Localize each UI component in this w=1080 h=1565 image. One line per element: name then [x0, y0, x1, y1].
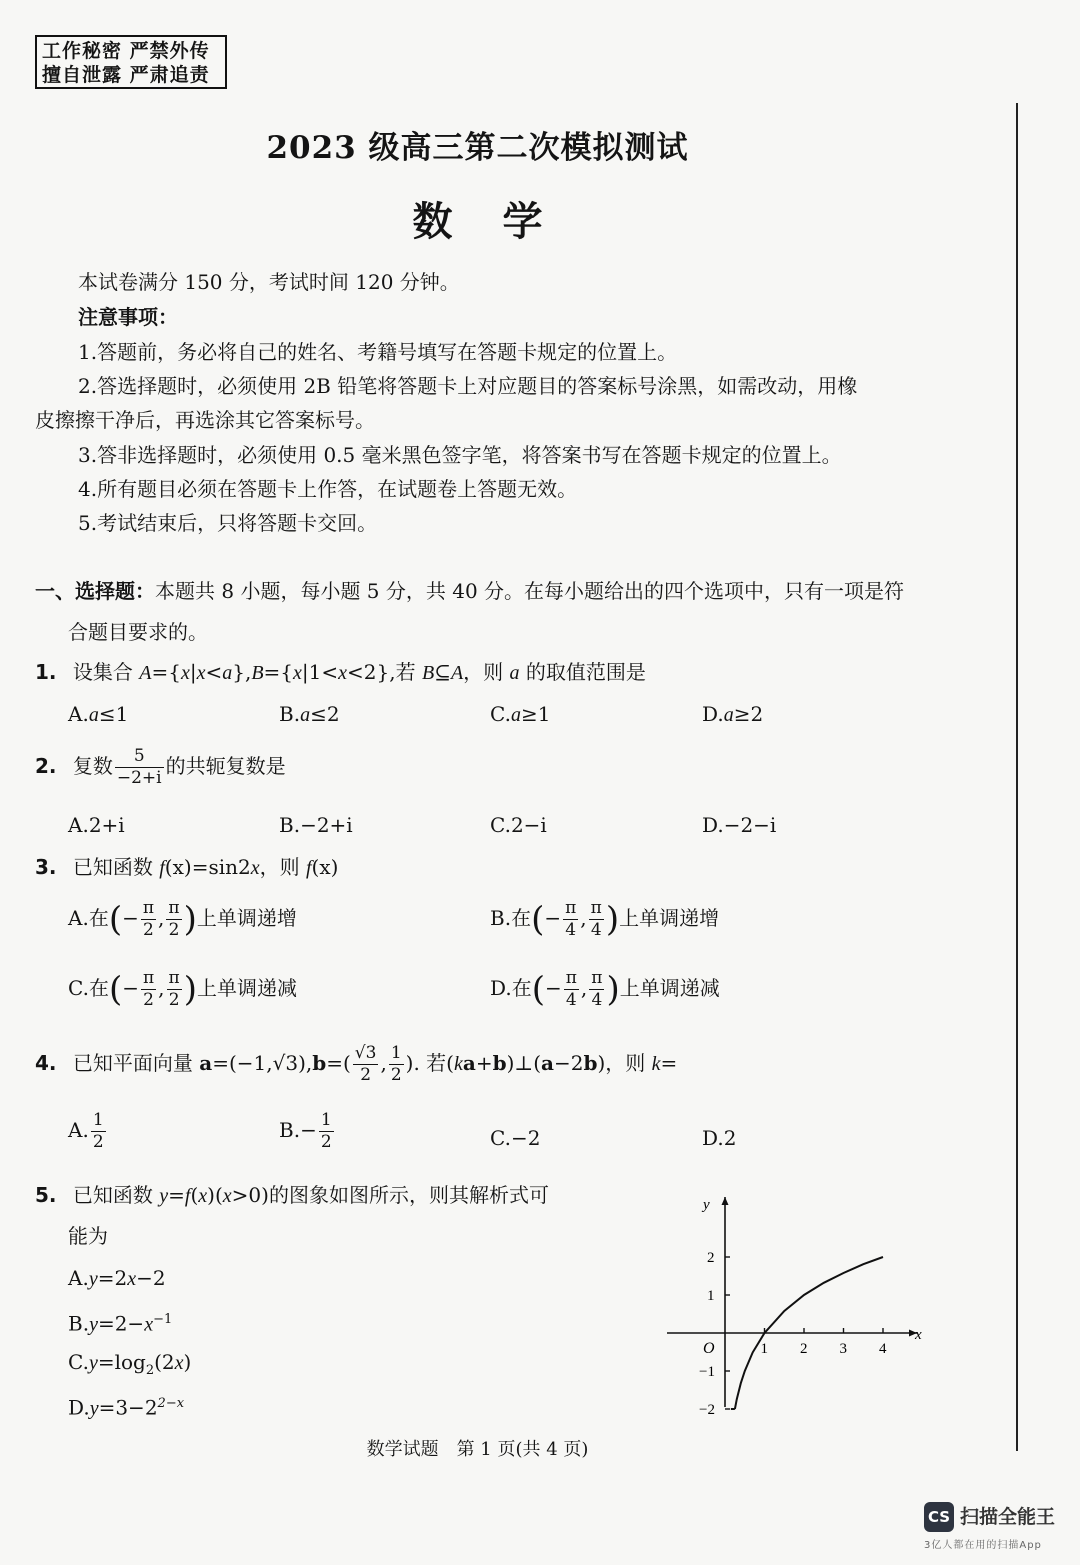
y-tick-label: 1 — [707, 1288, 715, 1304]
option-exponent: −1 — [153, 1312, 173, 1327]
option-text: 在 — [511, 906, 532, 930]
q5-text: )( — [207, 1183, 223, 1207]
comma: , — [580, 976, 588, 1000]
q4-text: =(−1, — [212, 1051, 273, 1075]
fraction-numerator: π — [142, 898, 155, 918]
fraction-numerator: π — [565, 898, 577, 918]
q1-text: 的取值范围是 — [519, 660, 646, 684]
paren: ( — [108, 899, 123, 940]
option-key: A. — [68, 1266, 89, 1290]
option-text: −2+i — [300, 813, 353, 837]
option-text: −2 — [136, 1266, 166, 1290]
q5-text: >0)的图象如图所示，则其解析式可 — [231, 1183, 549, 1207]
note-1: 1.答题前，务必将自己的姓名、考籍号填写在答题卡规定的位置上。 — [78, 340, 678, 364]
paren: ) — [183, 969, 197, 1010]
fraction-denominator: 2 — [143, 920, 154, 940]
x-axis-label: x — [915, 1327, 922, 1343]
question-2 — [35, 748, 286, 787]
option-text: ≤1 — [98, 702, 129, 726]
q1-option-b — [279, 700, 340, 729]
y-tick-label: −1 — [699, 1364, 715, 1380]
fraction-denominator: 4 — [590, 920, 602, 940]
fraction-denominator: 4 — [565, 920, 577, 940]
q2-option-a — [68, 811, 125, 839]
q4-text: −2 — [553, 1051, 584, 1075]
q5-option-b — [68, 1306, 172, 1339]
option-text: =3−2 — [98, 1395, 158, 1420]
fraction — [353, 1045, 379, 1084]
q1-option-a — [68, 700, 128, 729]
option-var: y — [88, 1268, 98, 1290]
q5-text: 已知函数 — [72, 1183, 160, 1207]
fraction-numerator: 1 — [92, 1110, 104, 1130]
q1-var-x: x — [180, 662, 190, 684]
section-1-heading — [35, 577, 904, 605]
q5-var-f: f — [184, 1185, 191, 1207]
option-var: y — [89, 1397, 99, 1420]
fraction-denominator: −2+i — [116, 768, 162, 788]
note-4: 4.所有题目必须在答题卡上作答，在试题卷上答题无效。 — [78, 477, 578, 501]
q5-text-cont: 能为 — [68, 1224, 108, 1248]
fraction-denominator: 2 — [92, 1132, 104, 1152]
fraction — [564, 970, 579, 1009]
minus: − — [544, 976, 562, 1000]
q1-var-x: x — [196, 662, 206, 684]
option-text: 在 — [511, 976, 532, 1000]
option-text: ≥2 — [733, 702, 764, 726]
option-subscript: 2 — [145, 1363, 155, 1378]
function-graph — [655, 1185, 930, 1415]
option-text: 上单调递减 — [619, 976, 720, 1000]
section-1-desc: 本题共 8 小题，每小题 5 分，共 40 分。在每小题给出的四个选项中，只有一项是符 — [155, 579, 905, 603]
q1-subset-sym: ⊆ — [434, 660, 451, 684]
fraction — [389, 1045, 404, 1084]
option-key: A. — [68, 906, 89, 930]
q2-fraction — [115, 748, 164, 787]
q1-var-A: A — [450, 662, 464, 684]
q1-var-a: a — [222, 662, 233, 684]
option-key: A. — [68, 813, 89, 837]
watermark-tagline: 3亿人都在用的扫描App — [924, 1540, 1042, 1551]
fraction — [167, 970, 182, 1009]
q1-number: 1. — [35, 660, 57, 684]
question-5 — [35, 1181, 549, 1210]
option-var: a — [510, 704, 521, 726]
option-text: =2 — [97, 1266, 128, 1290]
q2-option-b — [279, 811, 353, 839]
option-key: C. — [68, 1350, 89, 1374]
q4-sqrt: √3 — [272, 1051, 299, 1075]
q4-vec-a: a — [541, 1051, 554, 1075]
y-tick-label: 2 — [707, 1250, 715, 1266]
q5-text: ( — [190, 1183, 199, 1207]
option-key: B. — [279, 1118, 301, 1142]
y-tick-label: −2 — [699, 1402, 715, 1415]
comma: , — [580, 906, 587, 930]
paren: ) — [183, 899, 197, 940]
q4-vec-b: b — [492, 1051, 507, 1075]
notes-title: 注意事项： — [78, 305, 178, 329]
q3-text: 已知函数 — [72, 855, 160, 879]
q2-text: 复数 — [72, 754, 113, 778]
option-key: C. — [490, 702, 511, 726]
note-2-cont: 皮擦擦干净后，再选涂其它答案标号。 — [35, 408, 375, 432]
q4-number: 4. — [35, 1051, 57, 1075]
q3-arg: (x) — [164, 855, 192, 879]
option-exponent: 2−x — [157, 1396, 185, 1411]
q4-vec-b: b — [583, 1051, 598, 1075]
option-text: 2−i — [510, 813, 547, 837]
option-text: ) — [183, 1350, 192, 1374]
score-time-line: 本试卷满分 150 分，考试时间 120 分钟。 — [78, 270, 460, 294]
q1-sym: < — [205, 660, 223, 684]
option-key: C. — [490, 813, 511, 837]
option-text: =2− — [97, 1311, 145, 1336]
option-var: x — [144, 1313, 154, 1336]
option-var: a — [88, 704, 99, 726]
option-key: B. — [490, 906, 512, 930]
option-text: 2+i — [88, 813, 125, 837]
option-text: −2−i — [723, 813, 777, 837]
question-4: 4. 已知平面向量 a=(−1,√3),b=( $\frac{√3}{2}$ , $\frac{1}{2}$ ). 若(ka+b)⊥(a−2b)，则 k= — [35, 1043, 678, 1085]
origin-label: O — [703, 1340, 715, 1357]
option-text: =log — [97, 1350, 146, 1374]
option-key: B. — [279, 702, 301, 726]
stamp-line-2: 擅自泄露 严肃追责 — [42, 64, 210, 86]
q1-text: 设集合 — [72, 660, 140, 684]
fraction-denominator: 2 — [168, 920, 180, 940]
q4-text: )，则 — [597, 1051, 652, 1075]
fraction-numerator: √3 — [354, 1043, 377, 1063]
fraction — [166, 900, 181, 939]
comma: , — [158, 976, 165, 1000]
q4-option-d — [702, 1124, 736, 1152]
q3-text: =sin2 — [191, 855, 251, 879]
q5-var-x: x — [222, 1185, 232, 1207]
fraction — [589, 900, 604, 939]
option-text: 在 — [88, 906, 109, 930]
option-text: 上单调递增 — [619, 906, 720, 930]
option-key: B. — [279, 813, 301, 837]
q4-vec-a: a — [462, 1051, 476, 1075]
q4-option-a — [68, 1112, 108, 1151]
option-text: 2 — [723, 1126, 737, 1150]
q2-text: 的共轭复数是 — [165, 754, 286, 778]
fraction-numerator: π — [142, 968, 155, 988]
fraction-denominator: 2 — [168, 990, 180, 1010]
option-key: D. — [490, 976, 512, 1000]
q2-option-d — [702, 811, 776, 839]
note-2: 2.答选择题时，必须使用 2B 铅笔将答题卡上对应题目的答案标号涂黑，如需改动，用橡 — [78, 374, 858, 398]
option-var: y — [89, 1313, 98, 1336]
q1-var-x: x — [293, 662, 302, 684]
fraction — [91, 1112, 106, 1151]
fraction-denominator: 4 — [565, 990, 577, 1010]
option-key: B. — [68, 1311, 90, 1336]
q4-text: ), — [298, 1051, 313, 1075]
option-text: (2 — [154, 1350, 175, 1374]
option-text: 在 — [88, 976, 109, 1000]
question-3 — [35, 853, 338, 882]
comma: , — [158, 906, 165, 930]
q1-text: ，则 — [463, 660, 510, 684]
minus: − — [544, 906, 562, 930]
x-tick-label: 3 — [839, 1341, 847, 1357]
option-key: A. — [68, 702, 89, 726]
option-key: C. — [68, 976, 89, 1000]
q4-option-c — [490, 1124, 540, 1152]
fraction-numerator: 1 — [320, 1110, 332, 1130]
q1-sym: |1< — [301, 660, 339, 684]
fraction-denominator: 2 — [390, 1065, 402, 1085]
option-text: ≤2 — [310, 702, 340, 726]
q2-option-c — [490, 811, 547, 839]
fraction — [563, 900, 578, 939]
fraction — [141, 900, 156, 939]
option-key: D. — [702, 813, 724, 837]
q1-option-d — [702, 700, 763, 729]
stamp-line-1: 工作秘密 严禁外传 — [42, 40, 210, 62]
fraction-denominator: 4 — [591, 990, 603, 1010]
q3-var-f: f — [159, 857, 165, 879]
minus: − — [122, 906, 139, 930]
fraction-numerator: 5 — [115, 748, 164, 768]
q4-text: 已知平面向量 — [72, 1051, 200, 1075]
paren: ) — [605, 899, 620, 940]
q4-var-k: k — [453, 1053, 463, 1075]
q1-sym: | — [189, 660, 197, 684]
q5-text: = — [168, 1183, 185, 1207]
q3-var-f: f — [305, 857, 312, 879]
paren: ( — [531, 899, 545, 940]
q1-var-B: B — [421, 662, 435, 684]
option-key: D. — [68, 1395, 90, 1420]
q3-number: 3. — [35, 855, 57, 879]
fraction-numerator: π — [590, 898, 602, 918]
q5-var-y: y — [159, 1185, 169, 1207]
q4-var-k: k — [651, 1053, 661, 1075]
note-5: 5.考试结束后，只将答题卡交回。 — [78, 511, 378, 535]
x-tick-label: 4 — [879, 1341, 887, 1357]
subject-title: 数学 — [412, 198, 593, 245]
question-1 — [35, 658, 646, 687]
confidential-stamp — [35, 35, 227, 89]
margin-rule — [1016, 103, 1018, 1451]
option-text: −2 — [510, 1126, 541, 1150]
option-text: 上单调递减 — [196, 976, 297, 1000]
fraction-numerator: 1 — [390, 1043, 402, 1063]
q3-option-a — [68, 900, 297, 939]
q3-text: ，则 — [259, 855, 306, 879]
fraction-numerator: π — [565, 968, 577, 988]
fraction — [319, 1112, 334, 1151]
x-tick-label: 2 — [800, 1341, 808, 1357]
exam-title: 2023 级高三第二次模拟测试 — [266, 130, 689, 166]
option-key: D. — [702, 1126, 724, 1150]
option-text: 上单调递增 — [196, 906, 297, 930]
fraction-denominator: 2 — [320, 1132, 332, 1152]
y-axis-label: y — [703, 1197, 710, 1213]
section-1-desc-cont: 合题目要求的。 — [68, 620, 208, 644]
q3-var-x: x — [250, 857, 260, 879]
camscanner-logo-icon: CS — [924, 1502, 954, 1532]
section-1-label: 一、选择题： — [35, 579, 155, 603]
y-axis-arrow — [722, 1197, 729, 1205]
option-text: ≥1 — [520, 702, 551, 726]
option-var: a — [300, 704, 311, 726]
q4-text: ). 若( — [405, 1051, 454, 1075]
option-var: y — [88, 1352, 98, 1374]
q4-vec-b: b — [312, 1051, 327, 1075]
option-sign: − — [300, 1118, 317, 1142]
q1-sym: <2},若 — [347, 660, 422, 684]
q4-option-b — [279, 1112, 336, 1151]
q5-option-c — [68, 1348, 191, 1385]
note-3: 3.答非选择题时，必须使用 0.5 毫米黑色签字笔，将答案书写在答题卡规定的位置上。 — [78, 443, 842, 467]
q1-sym: }, — [232, 660, 252, 684]
fraction-numerator: π — [168, 968, 180, 988]
paren: ) — [606, 969, 620, 1010]
q3-arg: (x) — [311, 855, 339, 879]
q5-option-d — [68, 1390, 184, 1423]
option-key: D. — [702, 702, 724, 726]
q4-text: )⊥( — [506, 1051, 541, 1075]
q4-text: = — [660, 1051, 678, 1075]
paren: ( — [108, 969, 123, 1010]
q1-option-c — [490, 700, 550, 729]
option-key: C. — [490, 1126, 511, 1150]
q5-option-a — [68, 1264, 166, 1293]
paren: ( — [531, 969, 545, 1010]
q1-sym: ={ — [263, 660, 294, 684]
q3-option-c — [68, 970, 297, 1009]
watermark-app-name: 扫描全能王 — [960, 1506, 1056, 1528]
fraction-denominator: 2 — [143, 990, 154, 1010]
q5-var-x: x — [198, 1185, 208, 1207]
q1-var-A: A — [139, 662, 152, 684]
option-var: x — [127, 1268, 137, 1290]
fraction — [141, 970, 156, 1009]
q2-number: 2. — [35, 754, 57, 778]
q4-vec-a: a — [199, 1051, 213, 1075]
q1-var-a: a — [509, 662, 520, 684]
minus: − — [122, 976, 139, 1000]
page-footer: 数学试题 第 1 页(共 4 页) — [366, 1439, 589, 1460]
fraction-denominator: 2 — [360, 1065, 372, 1085]
q3-option-d — [490, 970, 720, 1009]
fraction — [589, 970, 604, 1009]
q1-sym: ={ — [151, 660, 181, 684]
fraction-numerator: π — [168, 898, 180, 918]
q1-var-B: B — [251, 662, 264, 684]
x-tick-label: 1 — [760, 1341, 768, 1357]
q4-sym: + — [475, 1051, 493, 1075]
q3-option-b — [490, 900, 719, 939]
option-var: a — [723, 704, 734, 726]
q1-var-x: x — [338, 662, 348, 684]
q5-number: 5. — [35, 1183, 57, 1207]
option-key: A. — [68, 1118, 89, 1142]
q4-text: =( — [326, 1051, 351, 1075]
option-var: x — [174, 1352, 184, 1374]
fraction-numerator: π — [591, 968, 603, 988]
